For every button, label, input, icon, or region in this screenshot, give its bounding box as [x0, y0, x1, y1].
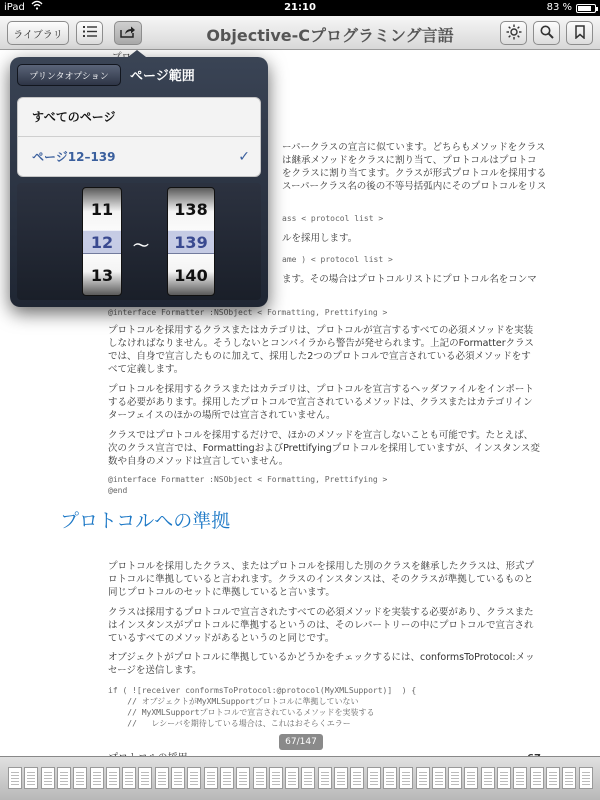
paragraph: プロトコルを採用するクラスまたはカテゴリは、プロトコルが宣言するすべての必須メソッドを実装しなければなりません。そうしないとコンパイラから警告が発せられます。上記のFormatterクラスでは、自身で宣言したものに加えて、採用した2つのプロトコルで宣言されている必須メソッドをすべて定義します。: [108, 325, 534, 375]
section-heading: プロトコルへの準拠: [60, 510, 231, 532]
code-line: @interface Formatter :NSObject < Formatting, Prettifying >: [108, 308, 388, 317]
page-thumbnail[interactable]: [416, 767, 430, 789]
code-fragment: ass < protocol list >: [282, 214, 384, 223]
page-thumbnail[interactable]: [269, 767, 283, 789]
page-thumbnail[interactable]: [122, 767, 136, 789]
page-thumbnail[interactable]: [90, 767, 104, 789]
wheel-value-selected: 139: [174, 233, 208, 252]
fragment-line: スーパークラス名の後の不等号括弧内にそのプロトコルをリス: [282, 181, 547, 192]
page-thumbnail[interactable]: [497, 767, 511, 789]
checkmark-icon: ✓: [238, 149, 250, 165]
battery-percent: 83 %: [546, 2, 572, 13]
page-thumbnail[interactable]: [546, 767, 560, 789]
start-page-wheel[interactable]: [82, 187, 122, 296]
fragment-line: をクラスに割り当てます。クラスが形式プロトコルを採用する: [282, 168, 547, 179]
book-title: Objective-Cプログラミング言語: [206, 26, 454, 45]
page-thumbnail[interactable]: [562, 767, 576, 789]
share-button[interactable]: [114, 21, 142, 45]
printer-options-back-button[interactable]: プリンタオプション: [17, 64, 121, 86]
popover-arrow: [128, 50, 146, 57]
page-thumbnail[interactable]: [513, 767, 527, 789]
wheel-value: 138: [174, 200, 208, 219]
page-thumbnail[interactable]: [399, 767, 413, 789]
page-thumbnail[interactable]: [464, 767, 478, 789]
search-icon: [540, 25, 554, 42]
option-page-range[interactable]: [18, 138, 260, 177]
page-thumbnail[interactable]: [171, 767, 185, 789]
page-thumbnail[interactable]: [318, 767, 332, 789]
page-thumbnail-scrubber[interactable]: [0, 756, 600, 800]
page-thumbnail[interactable]: [481, 767, 495, 789]
brightness-button[interactable]: [500, 21, 527, 45]
paragraph: クラスではプロトコルを採用するだけで、ほかのメソッドを宣言しないことも可能です。たとえば、次のクラス宣言では、FormattingおよびPrettifyingプロトコルを採用していますが、インスタンス変数や自身のメソッドは宣言していません。: [108, 430, 540, 467]
code-fragment: ame ) < protocol list >: [282, 255, 393, 264]
range-separator: 〜: [133, 236, 150, 255]
status-right: [547, 0, 596, 16]
brightness-icon: [506, 24, 522, 43]
page-thumbnail[interactable]: [8, 767, 22, 789]
paragraph: プロトコルを採用したクラス、またはプロトコルを採用した別のクラスを継承したクラスは、形式プロトコルに準拠していると言われます。クラスのインスタンスは、そのクラスが準拠しているものと同じプロトコルのセットに準拠していると言います。: [108, 561, 535, 598]
page-indicator: 67/147: [279, 734, 323, 750]
page-thumbnail[interactable]: [138, 767, 152, 789]
popover-title: ページ範囲: [130, 69, 195, 84]
toolbar: [0, 16, 600, 50]
battery-icon: [576, 4, 596, 13]
page-thumbnail[interactable]: [106, 767, 120, 789]
fragment-line: ルを採用します。: [282, 233, 358, 244]
page-thumbnail[interactable]: [579, 767, 593, 789]
status-time: 21:10: [284, 2, 316, 13]
page-thumbnail[interactable]: [383, 767, 397, 789]
paragraph: オブジェクトがプロトコルに準拠しているかどうかをチェックするには、conformsToProtocol:メッセージを送信します。: [108, 652, 535, 676]
fragment-line: ーパークラスの宣言に似ています。どちらもメソッドをクラス: [282, 142, 546, 153]
page-thumbnail[interactable]: [301, 767, 315, 789]
page-thumbnail[interactable]: [187, 767, 201, 789]
page-thumbnail[interactable]: [530, 767, 544, 789]
page-thumbnail[interactable]: [204, 767, 218, 789]
page-range-popover: [10, 57, 268, 307]
wheel-value-selected: 12: [90, 233, 114, 252]
fragment-line: は継承メソッドをクラスに割り当て、プロトコルはプロトコ: [282, 155, 537, 166]
share-arrow-icon: [120, 25, 136, 41]
bookmark-icon: [575, 25, 585, 42]
page-thumbnail[interactable]: [334, 767, 348, 789]
wheel-value: 11: [90, 200, 114, 219]
page-thumbnail[interactable]: [220, 767, 234, 789]
table-of-contents-button[interactable]: [76, 21, 103, 45]
option-label: ページ12–139: [32, 150, 116, 164]
page-thumbnail[interactable]: [448, 767, 462, 789]
page-thumbnail[interactable]: [73, 767, 87, 789]
end-page-wheel[interactable]: [167, 187, 215, 296]
page-thumbnail[interactable]: [236, 767, 250, 789]
page-thumbnail[interactable]: [57, 767, 71, 789]
library-button[interactable]: ライブラリ: [7, 21, 69, 45]
paragraph: クラスは採用するプロトコルで宣言されたすべての必須メソッドを実装する必要があり、クラスまたはインスタンスがプロトコルに準拠するというのは、そのレパートリーの中にプロトコルで宣言されているすべてのメソッドがあるというのと同じです。: [108, 607, 534, 644]
page-thumbnail[interactable]: [350, 767, 364, 789]
page-thumbnail[interactable]: [432, 767, 446, 789]
page-thumbnail[interactable]: [253, 767, 267, 789]
fragment-line: ます。その場合はプロトコルリストにプロトコル名をコンマ: [282, 274, 537, 285]
page-thumbnail[interactable]: [367, 767, 381, 789]
status-bar: [0, 0, 600, 16]
device-label: iPad: [4, 2, 25, 13]
page-thumbnail[interactable]: [24, 767, 38, 789]
page-range-picker: [17, 183, 261, 300]
page-thumbnail[interactable]: [41, 767, 55, 789]
code-block: @interface Formatter :NSObject < Formatting, Prettifying > @end: [108, 475, 388, 495]
option-label: すべてのページ: [32, 110, 116, 124]
page-thumbnail[interactable]: [285, 767, 299, 789]
paragraph: プロトコルを採用するクラスまたはカテゴリは、プロトコルを宣言するヘッダファイルをインポートする必要があります。採用したプロトコルで宣言されているメソッドは、クラスまたはカテゴリインターフェイスのほかの場所では宣言されていません。: [108, 384, 534, 421]
wheel-value: 13: [90, 266, 114, 285]
code-block: if ( ![receiver conformsToProtocol:@protocol(MyXMLSupport)] ) { // オブジェクトがMyXMLSupportプロトコルに準拠していない // MyXMLSupportプロトコルで宣言されているメソッドを実装する // レシーバを期待している場合は、これはおそらくエラー: [108, 686, 417, 728]
range-option-list: [17, 97, 261, 177]
list-icon: [83, 26, 97, 40]
bookmark-button[interactable]: [566, 21, 593, 45]
wheel-value: 140: [174, 266, 208, 285]
option-all-pages[interactable]: [18, 98, 260, 137]
page-thumbnail[interactable]: [155, 767, 169, 789]
search-button[interactable]: [533, 21, 560, 45]
